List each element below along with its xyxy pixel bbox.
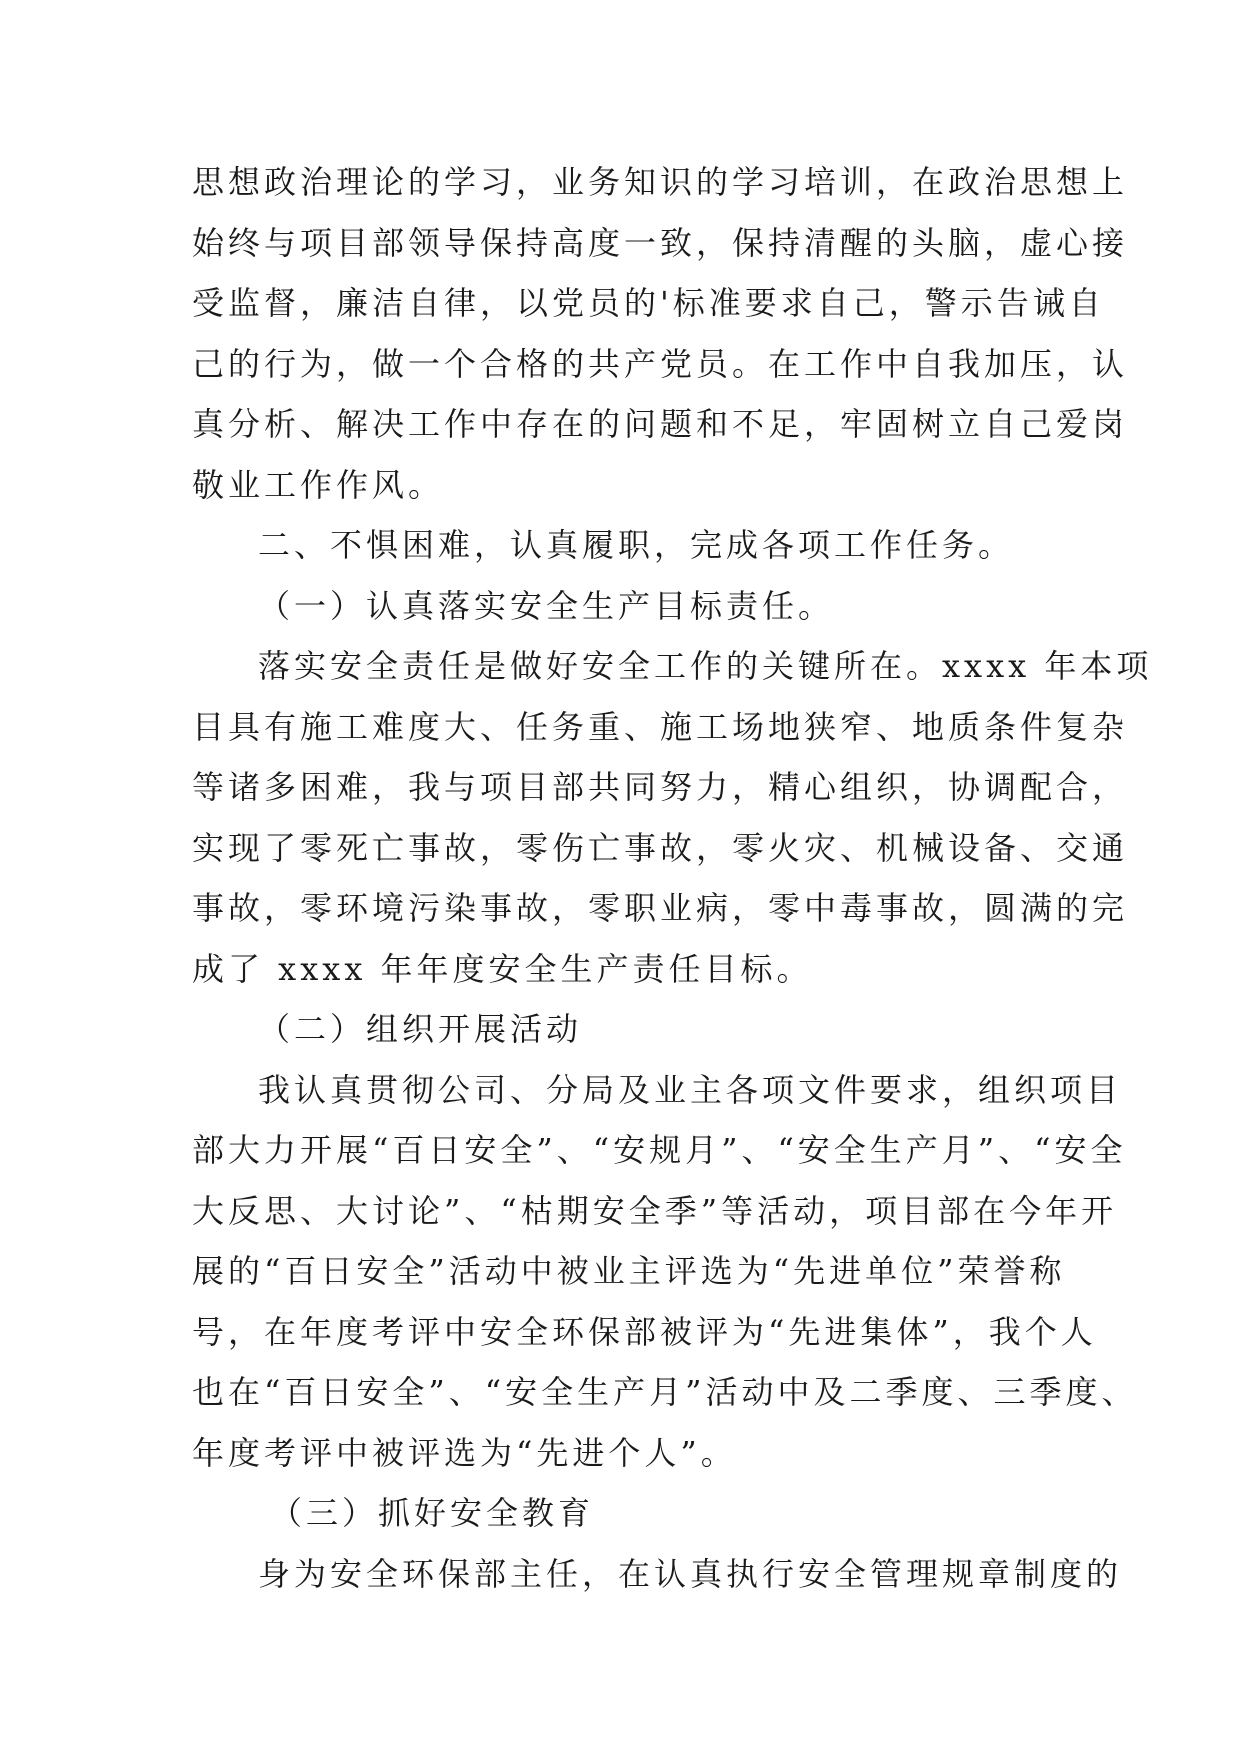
paragraph-line: 事故，零环境污染事故，零职业病，零中毒事故，圆满的完 xyxy=(192,889,1129,927)
subsection-heading: （三）抓好安全教育 xyxy=(270,1494,595,1532)
paragraph-line: 展的“百日安全”活动中被业主评选为“先进单位”荣誉称 xyxy=(192,1252,1066,1290)
paragraph-line: 己的行为，做一个合格的共产党员。在工作中自我加压，认 xyxy=(192,344,1129,383)
subsection-heading: （二）组织开展活动 xyxy=(258,1010,583,1048)
paragraph-line: 大反思、大讨论”、“枯期安全季”等活动，项目部在今年开 xyxy=(192,1191,1118,1230)
paragraph-line: 号，在年度考评中安全环保部被评为“先进集体”，我个人 xyxy=(192,1312,1097,1351)
paragraph-line: 等诸多困难，我与项目部共同努力，精心组织，协调配合， xyxy=(192,768,1129,806)
paragraph-line: 目具有施工难度大、任务重、施工场地狭窄、地质条件复杂 xyxy=(192,707,1129,746)
subsection-heading: （一）认真落实安全生产目标责任。 xyxy=(258,586,835,625)
paragraph-line: 我认真贯彻公司、分局及业主各项文件要求，组织项目 xyxy=(258,1070,1123,1109)
paragraph-line: 思想政治理论的学习，业务知识的学习培训，在政治思想上 xyxy=(192,163,1129,201)
section-heading: 二、不惧困难，认真履职，完成各项工作任务。 xyxy=(258,526,1015,564)
paragraph-line: 实现了零死亡事故，零伤亡事故，零火灾、机械设备、交通 xyxy=(192,828,1129,867)
paragraph-line: 受监督，廉洁自律，以党员的'标准要求自己，警示告诫自 xyxy=(192,284,1105,322)
paragraph-line: 真分析、解决工作中存在的问题和不足，牢固树立自己爱岗 xyxy=(192,405,1129,443)
paragraph-line: 身为安全环保部主任，在认真执行安全管理规章制度的 xyxy=(258,1554,1123,1593)
paragraph-line: 成了 xxxx 年年度安全生产责任目标。 xyxy=(192,949,813,988)
paragraph-line: 也在“百日安全”、“安全生产月”活动中及二季度、三季度、 xyxy=(192,1373,1138,1411)
paragraph-line: 年度考评中被评选为“先进个人”。 xyxy=(192,1433,737,1472)
paragraph-line: 始终与项目部领导保持高度一致，保持清醒的头脑，虚心接 xyxy=(192,223,1129,262)
document-body xyxy=(192,152,1153,1604)
paragraph-line: 敬业工作作风。 xyxy=(192,465,445,504)
paragraph-line: 部大力开展“百日安全”、“安规月”、“安全生产月”、“安全 xyxy=(192,1131,1127,1169)
paragraph-line: 落实安全责任是做好安全工作的关键所在。xxxx 年本项 xyxy=(258,647,1153,685)
